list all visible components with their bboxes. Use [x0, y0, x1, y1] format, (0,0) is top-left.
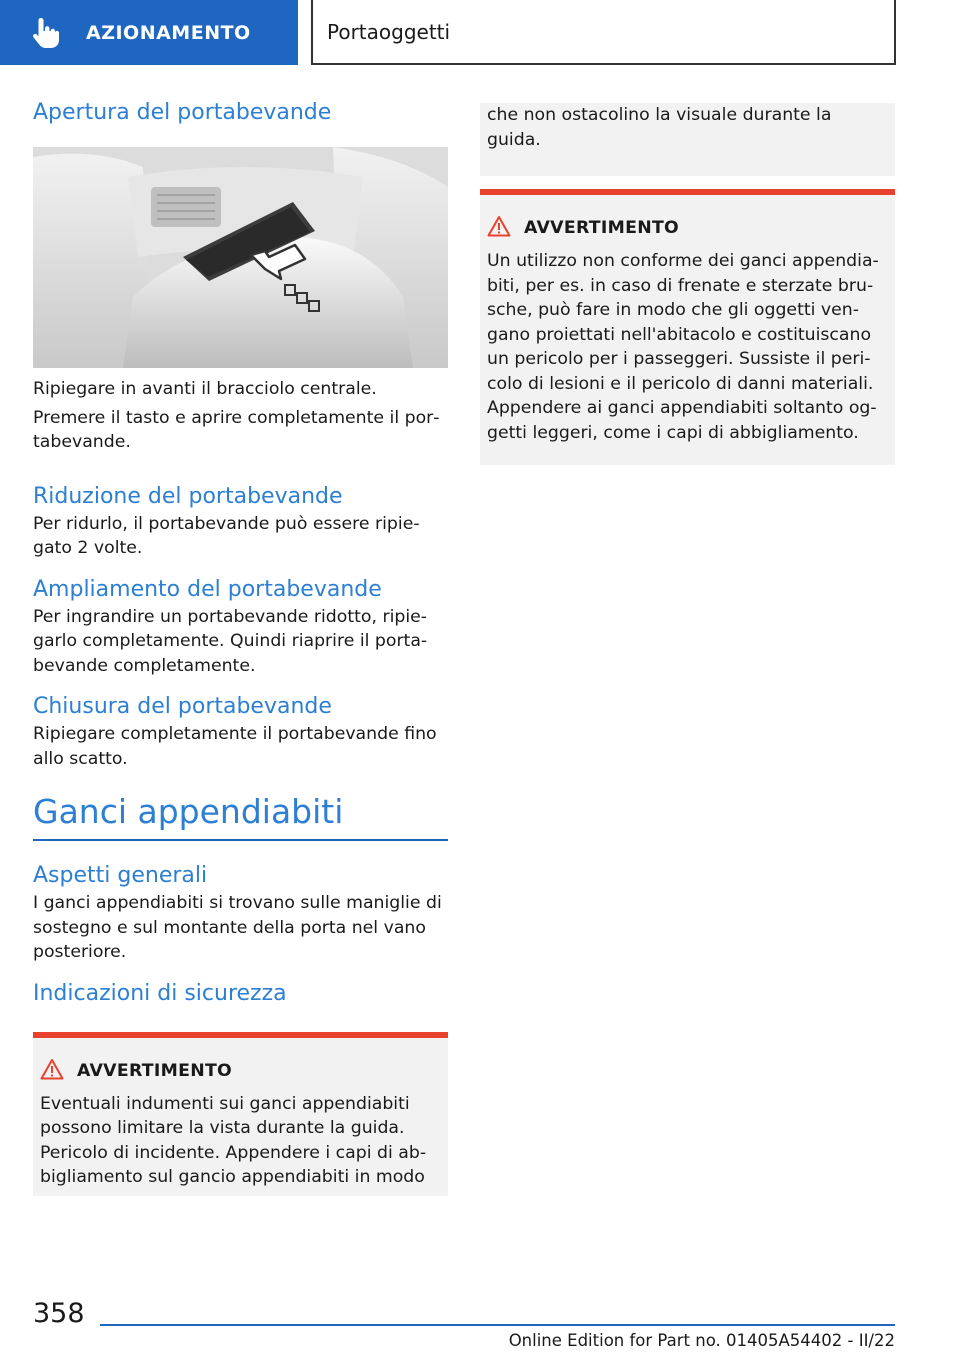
- warning-continuation-text: che non ostacolino la visuale durante la guida.: [487, 105, 832, 150]
- heading-aspetti: Aspetti generali: [33, 863, 208, 888]
- hand-pointer-icon: [26, 13, 66, 53]
- warning-title: AVVERTIMENTO: [524, 218, 680, 238]
- right-column: [480, 103, 895, 465]
- armrest-illustration: [33, 147, 448, 368]
- page-section-header: [311, 0, 896, 65]
- warning-header: [487, 215, 887, 241]
- heading-riduzione: Riduzione del portabevande: [33, 483, 343, 509]
- paragraph-apertura-1: Ripiegare in avanti il bracciolo centrale.: [33, 379, 377, 399]
- section-tab: [0, 0, 298, 65]
- paragraph-chiusura: Ripiegare completamente il portabevande fino allo scatto.: [33, 724, 437, 769]
- paragraph-aspetti: I ganci appendiabiti si trovano sulle maniglie di sostegno e sul montante della porta nel vano posteriore.: [33, 893, 442, 962]
- heading-ampliamento: Ampliamento del portabevande: [33, 576, 382, 602]
- warning-text: Eventuali indumenti sui ganci appendiabiti possono limitare la vista durante la guida. Pericolo di incidente. Appendere i capi di ab‐ bigliamento sul gancio appendiabiti in modo: [40, 1093, 427, 1187]
- warning-triangle-icon: [487, 215, 511, 241]
- left-column: [33, 98, 448, 1196]
- section-label: AZIONAMENTO: [86, 21, 251, 44]
- heading-ganci: Ganci appendiabiti: [33, 792, 344, 831]
- heading-rule: [33, 839, 448, 841]
- paragraph-ampliamento: Per ingrandire un portabevande ridotto, ripie‐ garlo completamente. Quindi riaprire il porta‐ bevande completamente.: [33, 606, 428, 676]
- warning-header: [40, 1058, 440, 1084]
- warning-title: AVVERTIMENTO: [77, 1060, 233, 1081]
- page-number: 358: [33, 1298, 85, 1329]
- page-section-title: Portaoggetti: [327, 19, 451, 44]
- warning-box-left: [33, 1032, 448, 1196]
- paragraph-apertura-2: Premere il tasto e aprire completamente il por‐ tabevande.: [33, 407, 440, 452]
- warning-text: Un utilizzo non conforme dei ganci appendia‐ biti, per es. in caso di frenate e sterzate bru‐ sche, può fare in modo che gli oggetti ven‐ gano proiettati nell'abitacolo e costituiscano un pericolo per i passeggeri. Sussiste il peri‐ colo di lesioni e il pericolo di danni materiali. Appendere ai ganci appendiabiti soltanto og‐ getti leggeri, come i capi di abbigliamento.: [487, 251, 879, 443]
- cupholder-photo: [33, 147, 448, 368]
- warning-triangle-icon: [40, 1058, 64, 1084]
- footer-edition: Online Edition for Part no. 01405A54402 - II/22: [508, 1331, 895, 1350]
- heading-chiusura: Chiusura del portabevande: [33, 694, 332, 719]
- warning-continuation-box: [480, 103, 895, 176]
- paragraph-riduzione: Per ridurlo, il portabevande può essere ripie‐ gato 2 volte.: [33, 513, 420, 558]
- warning-box-right: [480, 189, 895, 465]
- footer-rule: [100, 1324, 895, 1326]
- heading-indicazioni: Indicazioni di sicurezza: [33, 980, 287, 1006]
- heading-apertura: Apertura del portabevande: [33, 100, 332, 125]
